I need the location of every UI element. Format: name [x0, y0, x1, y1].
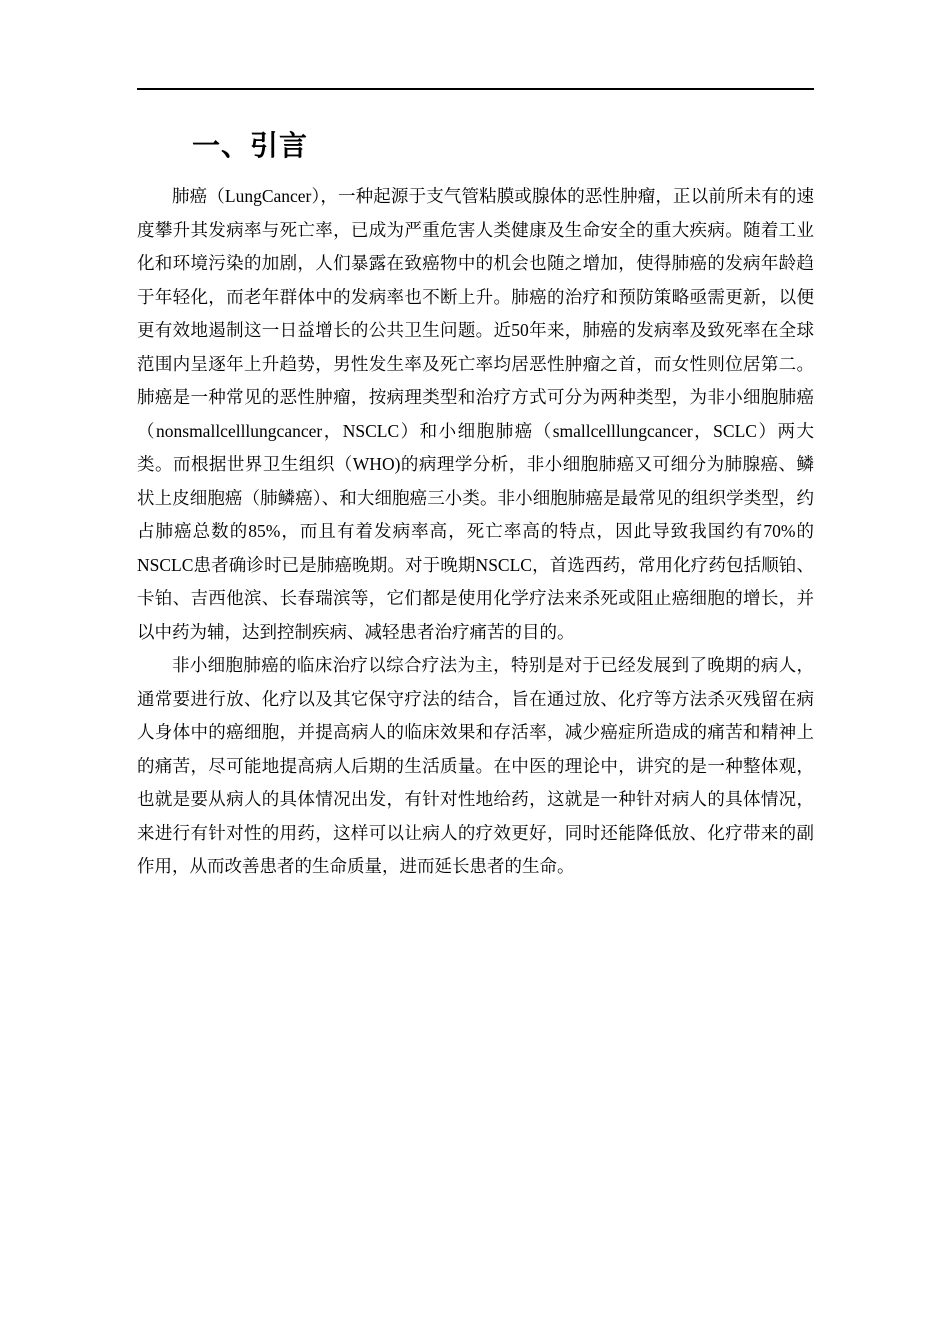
- paragraph-treatment: 非小细胞肺癌的临床治疗以综合疗法为主，特别是对于已经发展到了晚期的病人，通常要进行放、化疗以及其它保守疗法的结合，旨在通过放、化疗等方法杀灭残留在病人身体中的癌细胞，并提高病人的临床效果和存活率，减少癌症所造成的痛苦和精神上的痛苦，尽可能地提高病人后期的生活质量。在中医的理论中，讲究的是一种整体观，也就是要从病人的具体情况出发，有针对性地给药，这就是一种针对病人的具体情况，来进行有针对性的用药，这样可以让病人的疗效更好，同时还能降低放、化疗带来的副作用，从而改善患者的生命质量，进而延长患者的生命。: [137, 655, 814, 876]
- section-heading: 一、引言: [192, 129, 309, 162]
- body-text: [137, 180, 814, 884]
- header-rule: [137, 88, 814, 90]
- paragraph-introduction: 肺癌（LungCancer），一种起源于支气管粘膜或腺体的恶性肿瘤，正以前所未有的速度攀升其发病率与死亡率，已成为严重危害人类健康及生命安全的重大疾病。随着工业化和环境污染的加剧，人们暴露在致癌物中的机会也随之增加，使得肺癌的发病年龄趋于年轻化，而老年群体中的发病率也不断上升。肺癌的治疗和预防策略亟需更新，以便更有效地遏制这一日益增长的公共卫生问题。近50年来，肺癌的发病率及致死率在全球范围内呈逐年上升趋势，男性发生率及死亡率均居恶性肿瘤之首，而女性则位居第二。肺癌是一种常见的恶性肿瘤，按病理类型和治疗方式可分为两种类型，为非小细胞肺癌（nonsmallcelllungcancer，NSCLC）和小细胞肺癌（smallcelllungcancer，SCLC）两大类。而根据世界卫生组织（WHO)的病理学分析，非小细胞肺癌又可细分为肺腺癌、鳞状上皮细胞癌（肺鳞癌）、和大细胞癌三小类。非小细胞肺癌是最常见的组织学类型，约占肺癌总数的85%，而且有着发病率高，死亡率高的特点，因此导致我国约有70%的NSCLC患者确诊时已是肺癌晚期。对于晚期NSCLC，首选西药，常用化疗药包括顺铂、卡铂、吉西他滨、长春瑞滨等，它们都是使用化学疗法来杀死或阻止癌细胞的增长，并以中药为辅，达到控制疾病、减轻患者治疗痛苦的目的。: [137, 186, 814, 642]
